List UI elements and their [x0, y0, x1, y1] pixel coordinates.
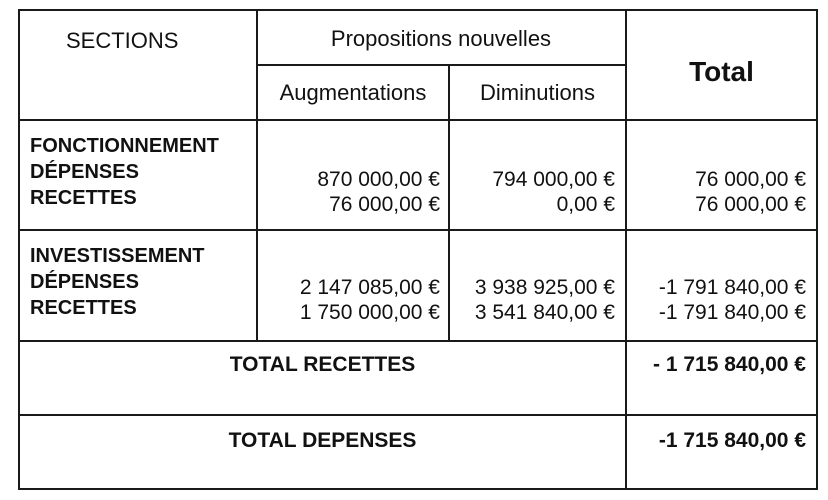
- investissement-title: INVESTISSEMENT: [30, 245, 205, 267]
- table-border-top: [18, 9, 818, 11]
- total-recettes-value: - 1 715 840,00 €: [653, 353, 806, 376]
- investissement-augmentations-recettes: 1 750 000,00 €: [299, 301, 440, 324]
- investissement-recettes-label: RECETTES: [30, 297, 137, 319]
- investissement-diminutions: [450, 275, 615, 325]
- fonctionnement-augmentations-recettes: 76 000,00 €: [329, 193, 440, 216]
- subheader-divider: [257, 64, 626, 66]
- header-bottom-border: [18, 119, 818, 121]
- investissement-total: [627, 275, 806, 325]
- table-border-bottom: [18, 488, 818, 490]
- propositions-nouvelles-header: Propositions nouvelles: [330, 26, 552, 51]
- fonctionnement-recettes-label: RECETTES: [30, 187, 137, 209]
- table-border-right: [816, 9, 818, 490]
- fonctionnement-total-depenses: 76 000,00 €: [695, 168, 806, 191]
- total-recettes-bottom-border: [18, 414, 818, 416]
- augmentations-header: Augmentations: [279, 80, 427, 105]
- sections-header: SECTIONS: [66, 28, 179, 53]
- fonctionnement-total: [627, 167, 806, 217]
- investissement-total-depenses: -1 791 840,00 €: [658, 276, 806, 299]
- total-recettes-label: TOTAL RECETTES: [229, 353, 416, 376]
- fonctionnement-labels: [30, 133, 219, 211]
- fonctionnement-diminutions-recettes: 0,00 €: [556, 193, 615, 216]
- investissement-labels: [30, 243, 204, 321]
- investissement-total-recettes: -1 791 840,00 €: [658, 301, 806, 324]
- fonctionnement-total-recettes: 76 000,00 €: [695, 193, 806, 216]
- fonctionnement-title: FONCTIONNEMENT: [30, 135, 219, 157]
- total-header: Total: [689, 56, 754, 87]
- fonctionnement-depenses-label: DÉPENSES: [30, 161, 139, 183]
- fonctionnement-augmentations-depenses: 870 000,00 €: [317, 168, 440, 191]
- diminutions-header: Diminutions: [480, 80, 595, 105]
- fonctionnement-bottom-border: [18, 229, 818, 231]
- total-depenses-label: TOTAL DEPENSES: [228, 429, 417, 452]
- investissement-bottom-border: [18, 340, 818, 342]
- fonctionnement-diminutions-depenses: 794 000,00 €: [492, 168, 615, 191]
- investissement-depenses-label: DÉPENSES: [30, 271, 139, 293]
- total-depenses-value: -1 715 840,00 €: [658, 429, 806, 452]
- fonctionnement-augmentations: [258, 167, 440, 217]
- investissement-augmentations: [258, 275, 440, 325]
- investissement-diminutions-depenses: 3 938 925,00 €: [474, 276, 615, 299]
- investissement-diminutions-recettes: 3 541 840,00 €: [474, 301, 615, 324]
- table-border-left: [18, 9, 20, 490]
- fonctionnement-diminutions: [450, 167, 615, 217]
- investissement-augmentations-depenses: 2 147 085,00 €: [299, 276, 440, 299]
